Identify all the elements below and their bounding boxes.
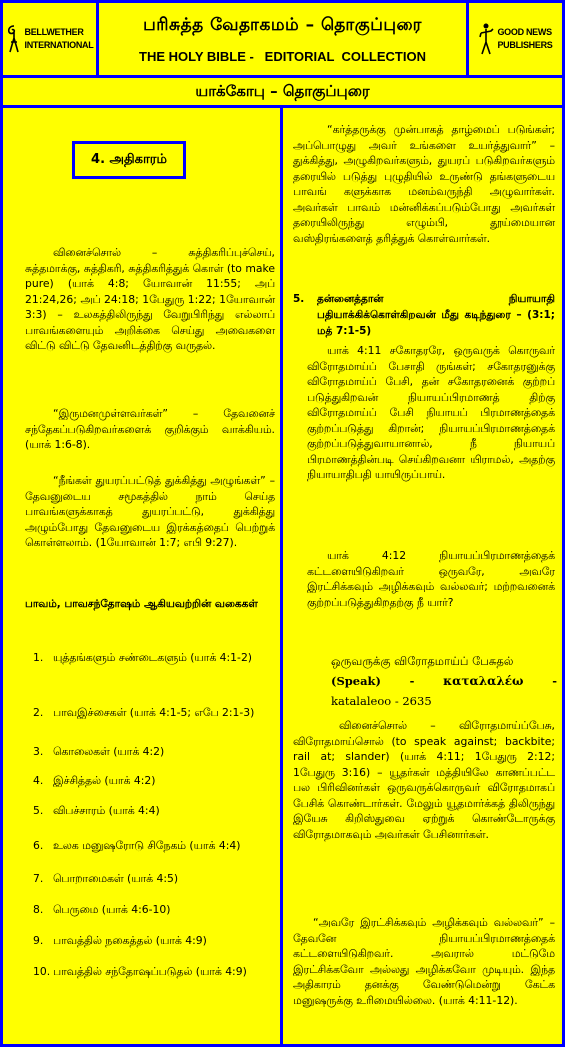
sin-types-heading: பாவம், பாவசந்தோஷம் ஆகியவற்றின் வகைகள்: [25, 598, 258, 610]
list-item-text: இச்சித்தல் (யாக் 4:2): [53, 774, 156, 787]
list-item-text: யுத்தங்களும் சண்டைகளும் (யாக் 4:1-2): [53, 651, 253, 664]
list-item-number: 6.: [33, 839, 44, 852]
list-item-number: 7.: [33, 872, 44, 885]
column-divider: [280, 108, 283, 1047]
list-item-number: 5.: [33, 804, 44, 817]
ram-icon: [6, 24, 22, 54]
left-paragraph-1: வினைச்சொல் – சுத்திகரிப்புச்செய், சுத்தமாக்கு, சுத்திகரி, சுத்திகரித்துக் கொள் (to make pure) (யாக் 4:8; யோவான் 11:55; அப் 21:24,26; அப் 24:18; 1பேதுரு 1:22; 1யோவான் 3:3) – உலகத்திலிருந்து வேறுபிரிந்து எல்லாப் பாவங்களையும் அறிக்கை செய்து அவைகளை விட்டு விட்டு தேவனிடத்திற்கு வருதல்.: [25, 246, 275, 352]
list-item-text: பாவஇச்சைகள் (யாக் 4:1-5; எபே 2:1-3): [53, 706, 255, 719]
word-dash: -: [409, 674, 415, 688]
herald-icon: [478, 22, 494, 56]
point-5-number: 5.: [293, 293, 305, 305]
section-title: யாக்கோபு – தொகுப்புரை: [3, 75, 562, 108]
verse-4-12: யாக் 4:12 நியாயப்பிரமாணத்தைக் கட்டளையிடுகிறவர் ஒருவரே, அவரே இரட்சிக்கவும் அழிக்கவும் வல்லவர்; மற்றவனைக் குற்றப்படுத்துகிறதற்கு நீ யார்?: [307, 549, 555, 609]
list-item-number: 1.: [33, 651, 44, 664]
left-paragraph-3: “நீங்கள் துயரப்பட்டுத் துக்கித்து அழுங்கள்” – தேவனுடைய சமூகத்தில் நாம் செய்த பாவங்களுக்காகத் துயரப்பட்டு, துக்கித்து அழும்போது தேவனுடைய இரக்கத்தைப் பெற்றுக் கொள்ளலாம். (1யோவான் 1:7; எபி 9:27).: [25, 474, 275, 549]
right-logo-line1: GOOD NEWS: [497, 27, 552, 37]
word-tamil: ஒருவருக்கு விரோதமாய்ப் பேசுதல்: [331, 654, 514, 668]
list-item-text: பாவத்தில் சந்தோஷப்படுதல் (யாக் 4:9): [53, 965, 247, 978]
word-study: [331, 651, 557, 711]
point-5-heading: தன்னைத்தான் நியாயாதி பதியாக்கிக்கொள்கிறவன் மீது கடிந்துரை – (3:1; மத் 7:1-5): [317, 293, 555, 337]
right-paragraph-5: “அவரே இரட்சிக்கவும் அழிக்கவும் வல்லவர்” – தேவனே நியாயப்பிரமாணத்தைக் கட்டளையிடுகிறவர். அவரால் மட்டுமே இரட்சிக்கவோ அல்லது அழிக்கவோ முடியும். இந்த அதிகாரம் தனக்கு வேண்டுமென்று கேட்க மனுஷருக்கு உரிமையில்லை. (யாக் 4:11-12).: [293, 916, 555, 1007]
verse-4-11: யாக் 4:11 சகோதரரே, ஒருவருக் கொருவர் விரோதமாய்ப் பேசாதி ருங்கள்; சகோதரனுக்கு விரோதமாய்ப் பேசி, தன் சகோதரனைக் குற்றப் படுத்துகிறவன் நியாயப்பிரமாணத் திற்கு விரோதமாய்ப் பேசி நியாயப் பிரமாணத்தைக் குற்றப்படுத்து கிறான்; நியாயப்பிரமாணத்தைக் குற்றப்படுத்துவாயானால், நீ நியாயப் பிரமாணத்தின்படி செய்கிறவனா யிராமல், அதற்கு நியாயாதிபதி யாயிருப்பாய்.: [307, 344, 555, 481]
left-logo-line1: BELLWETHER: [24, 27, 84, 37]
list-item-text: பொறாமைகள் (யாக் 4:5): [53, 872, 179, 885]
list-item-number: 10.: [33, 965, 51, 978]
title-box: [99, 3, 466, 75]
word-english: (Speak): [331, 674, 381, 688]
list-item: [33, 964, 278, 1000]
right-paragraph-1: “கர்த்தருக்கு முன்பாகத் தாழ்மைப் படுங்கள்; அப்பொழுது அவர் உங்களை உயர்த்துவார்” – துக்கித்து, அழுகிறவர்களும், துயரப் படுகிறவர்களும் தரையில் படுத்து புழுதியில் உருண்டு தங்களுடைய பாவங் களுக்காக மனம்வருந்தி அழுவார்கள். அவர்கள் பாவம் மன்னிக்கப்படும்போது அவர்கள் தரையிலிருந்து எழும்பி, தூய்மையான வஸ்திரங்களைத் தரித்துக் கொள்வார்கள்.: [293, 123, 555, 245]
list-item-text: கொலைகள் (யாக் 4:2): [53, 745, 165, 758]
list-item-text: பெருமை (யாக் 4:6-10): [53, 903, 171, 916]
title-english: THE HOLY BIBLE - EDITORIAL COLLECTION: [139, 48, 426, 64]
header: [3, 3, 562, 75]
list-item: [33, 705, 278, 739]
list-item-number: 3.: [33, 745, 44, 758]
bellwether-logo: [3, 3, 99, 75]
list-item-number: 9.: [33, 934, 44, 947]
chapter-label: 4. அதிகாரம்: [72, 141, 186, 179]
list-item-number: 4.: [33, 774, 44, 787]
list-item-text: பாவத்தில் நகைத்தல் (யாக் 4:9): [53, 934, 207, 947]
right-logo-line2: PUBLISHERS: [497, 40, 553, 50]
left-paragraph-2: “இருமனமுள்ளவர்கள்” – தேவனைச் சந்தேகப்படுகிறவர்களைக் குறிக்கும் வாக்கியம். (யாக் 1:6-8).: [25, 407, 275, 451]
list-item-number: 8.: [33, 903, 44, 916]
word-dash-2: -: [552, 674, 557, 688]
word-greek: καταλαλέω: [443, 674, 524, 688]
title-tamil: பரிசுத்த வேதாகமம் – தொகுப்புரை: [143, 14, 422, 35]
list-item: [33, 650, 278, 684]
word-transliteration: katalaleoo - 2635: [331, 694, 432, 708]
list-item-text: விபச்சாரம் (யாக் 4:4): [53, 804, 160, 817]
good-news-logo: [466, 3, 562, 75]
list-item-text: உலக மனுஷரோடு சிநேகம் (யாக் 4:4): [53, 839, 241, 852]
right-paragraph-4: வினைச்சொல் – விரோதமாய்ப்பேசு, விரோதமாய்சொல் (to speak against; backbite; rail at; slander) (யாக் 4:11; 1பேதுரு 2:12; 1பேதுரு 3:16) – யூதர்கள் மத்தியிலே காணப்பட்ட பல பிரிவினர்கள் ஒருவருக்கொருவர் விரோதமாகப் பேசிக் கொண்டார்கள். மேலும் யூதமார்க்கத் திலிருந்து இயேசு கிறிஸ்துவை ஏற்றுக் கொண்டோருக்கு விரோதமாகவும் அவர்கள் பேசினார்கள்.: [293, 719, 555, 841]
left-logo-line2: INTERNATIONAL: [24, 40, 94, 50]
list-item-number: 2.: [33, 706, 44, 719]
